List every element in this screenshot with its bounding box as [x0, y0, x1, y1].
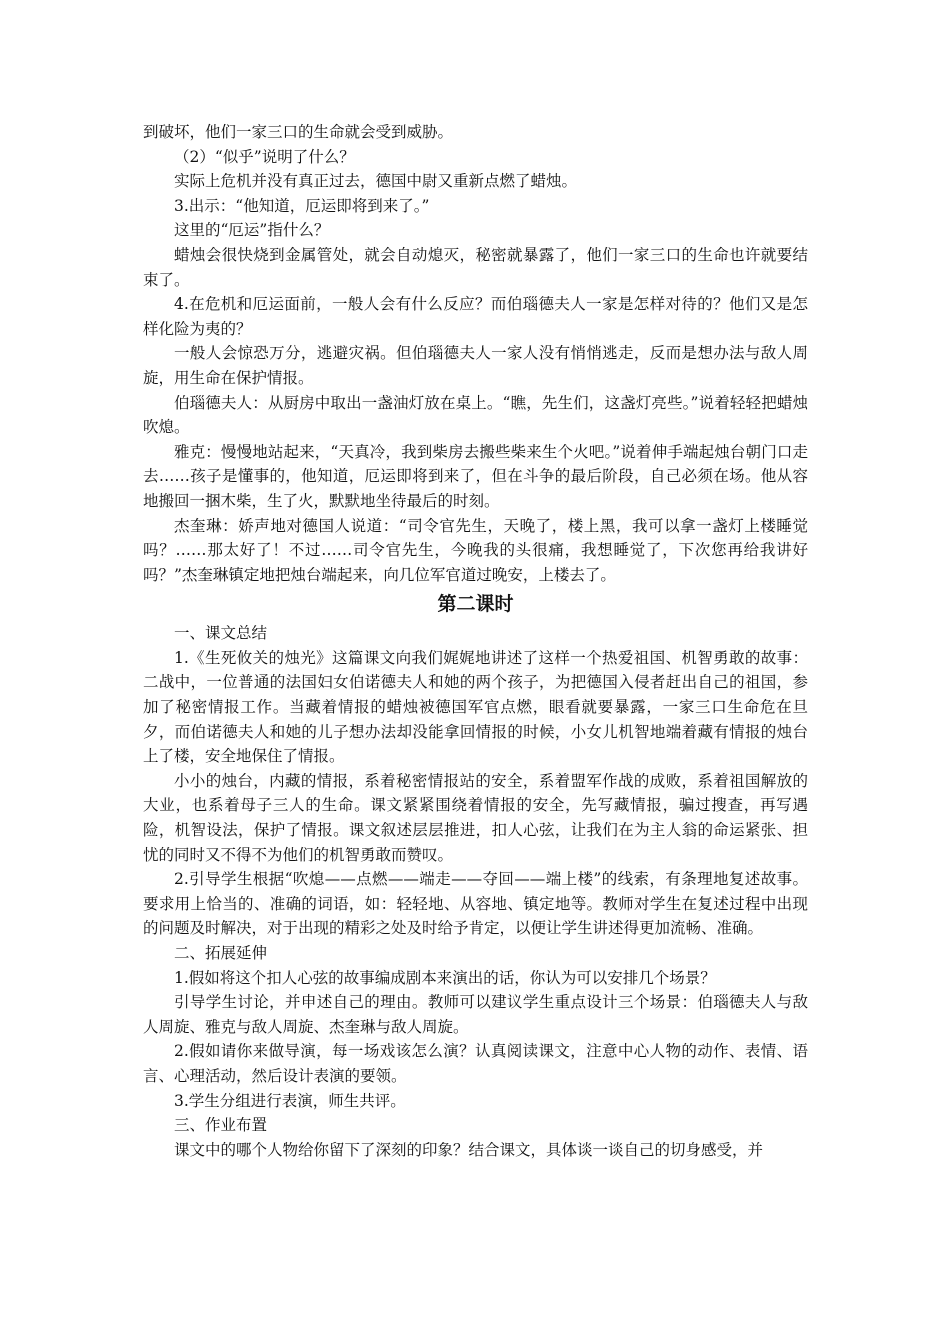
paragraph: 一、课文总结: [174, 624, 268, 643]
paragraph: 引导学生讨论，并申述自己的理由。教师可以建议学生重点设计三个场景：伯瑙德夫人与敌人周旋、雅克与敌人周旋、杰奎琳与敌人周旋。: [143, 993, 808, 1036]
paragraph: 这里的“厄运”指什么？: [174, 221, 330, 240]
paragraph: 3.出示：“他知道，厄运即将到来了。”: [174, 196, 430, 215]
paragraph: 2.引导学生根据“吹熄——点燃——端走——夺回——端上楼”的线索，有条理地复述故事。要求用上恰当的、准确的词语，如：轻轻地、从容地、镇定地等。教师对学生在复述过程中出现的问题及时解决，对于出现的精彩之处及时给予肯定，以便让学生讲述得更加流畅、准确。: [143, 870, 808, 938]
lesson-part-2: [143, 621, 808, 1162]
paragraph: 雅克：慢慢地站起来，“天真冷，我到柴房去搬些柴来生个火吧。”说着伸手端起烛台朝门口走去……孩子是懂事的，他知道，厄运即将到来了，但在斗争的最后阶段，自己必须在场。他从容地搬回一捆木柴，生了火，默默地坐待最后的时刻。: [143, 442, 808, 510]
paragraph: 2.假如请你来做导演，每一场戏该怎么演？认真阅读课文，注意中心人物的动作、表情、语言、心理活动，然后设计表演的要领。: [143, 1042, 808, 1085]
document-page: [143, 120, 808, 1162]
paragraph: 实际上危机并没有真正过去，德国中尉又重新点燃了蜡烛。: [174, 172, 578, 191]
paragraph: 一般人会惊恐万分，逃避灾祸。但伯瑙德夫人一家人没有悄悄逃走，反而是想办法与敌人周旋，用生命在保护情报。: [143, 344, 808, 387]
paragraph: 杰奎琳：娇声地对德国人说道：“司令官先生，天晚了，楼上黑，我可以拿一盏灯上楼睡觉吗？……那太好了！不过……司令官先生，今晚我的头很痛，我想睡觉了，下次您再给我讲好吗？”杰奎琳镇定地把烛台端起来，向几位军官道过晚安，上楼去了。: [143, 516, 808, 584]
paragraph: 3.学生分组进行表演，师生共评。: [174, 1091, 406, 1110]
lesson-part-1: [143, 120, 808, 587]
paragraph: 4.在危机和厄运面前，一般人会有什么反应？而伯瑙德夫人一家是怎样对待的？他们又是怎样化险为夷的？: [143, 295, 808, 338]
paragraph: 1.《生死攸关的烛光》这篇课文向我们娓娓地讲述了这样一个热爱祖国、机智勇敢的故事：二战中，一位普通的法国妇女伯诺德夫人和她的两个孩子，为把德国入侵者赶出自己的祖国，参加了秘密情报工作。当藏着情报的蜡烛被德国军官点燃，眼看就要暴露，一家三口生命危在旦夕，而伯诺德夫人和她的儿子想办法却没能拿回情报的时候，小女儿机智地端着藏有情报的烛台上了楼，安全地保住了情报。: [143, 648, 808, 766]
paragraph: 课文中的哪个人物给你留下了深刻的印象？结合课文，具体谈一谈自己的切身感受，并: [174, 1140, 764, 1159]
paragraph: 伯瑙德夫人：从厨房中取出一盏油灯放在桌上。“瞧，先生们，这盏灯亮些。”说着轻轻把蜡烛吹熄。: [143, 393, 808, 437]
paragraph: 到破坏，他们一家三口的生命就会受到威胁。: [143, 123, 454, 141]
paragraph: （2）“似乎”说明了什么？: [174, 147, 355, 166]
paragraph: 蜡烛会很快烧到金属管处，就会自动熄灭，秘密就暴露了，他们一家三口的生命也许就要结束了。: [143, 245, 808, 289]
paragraph: 三、作业布置: [174, 1116, 268, 1135]
paragraph: 1.假如将这个扣人心弦的故事编成剧本来演出的话，你认为可以安排几个场景？: [174, 968, 716, 987]
paragraph: 二、拓展延伸: [174, 944, 268, 962]
paragraph: 小小的烛台，内藏的情报，系着秘密情报站的安全，系着盟军作战的成败，系着祖国解放的大业，也系着母子三人的生命。课文紧紧围绕着情报的安全，先写藏情报，骗过搜查，再写遇险，机智设法，保护了情报。课文叙述层层推进，扣人心弦，让我们在为主人翁的命运紧张、担忧的同时又不得不为他们的机智勇敢而赞叹。: [143, 771, 808, 864]
section-title: 第二课时: [437, 593, 514, 616]
